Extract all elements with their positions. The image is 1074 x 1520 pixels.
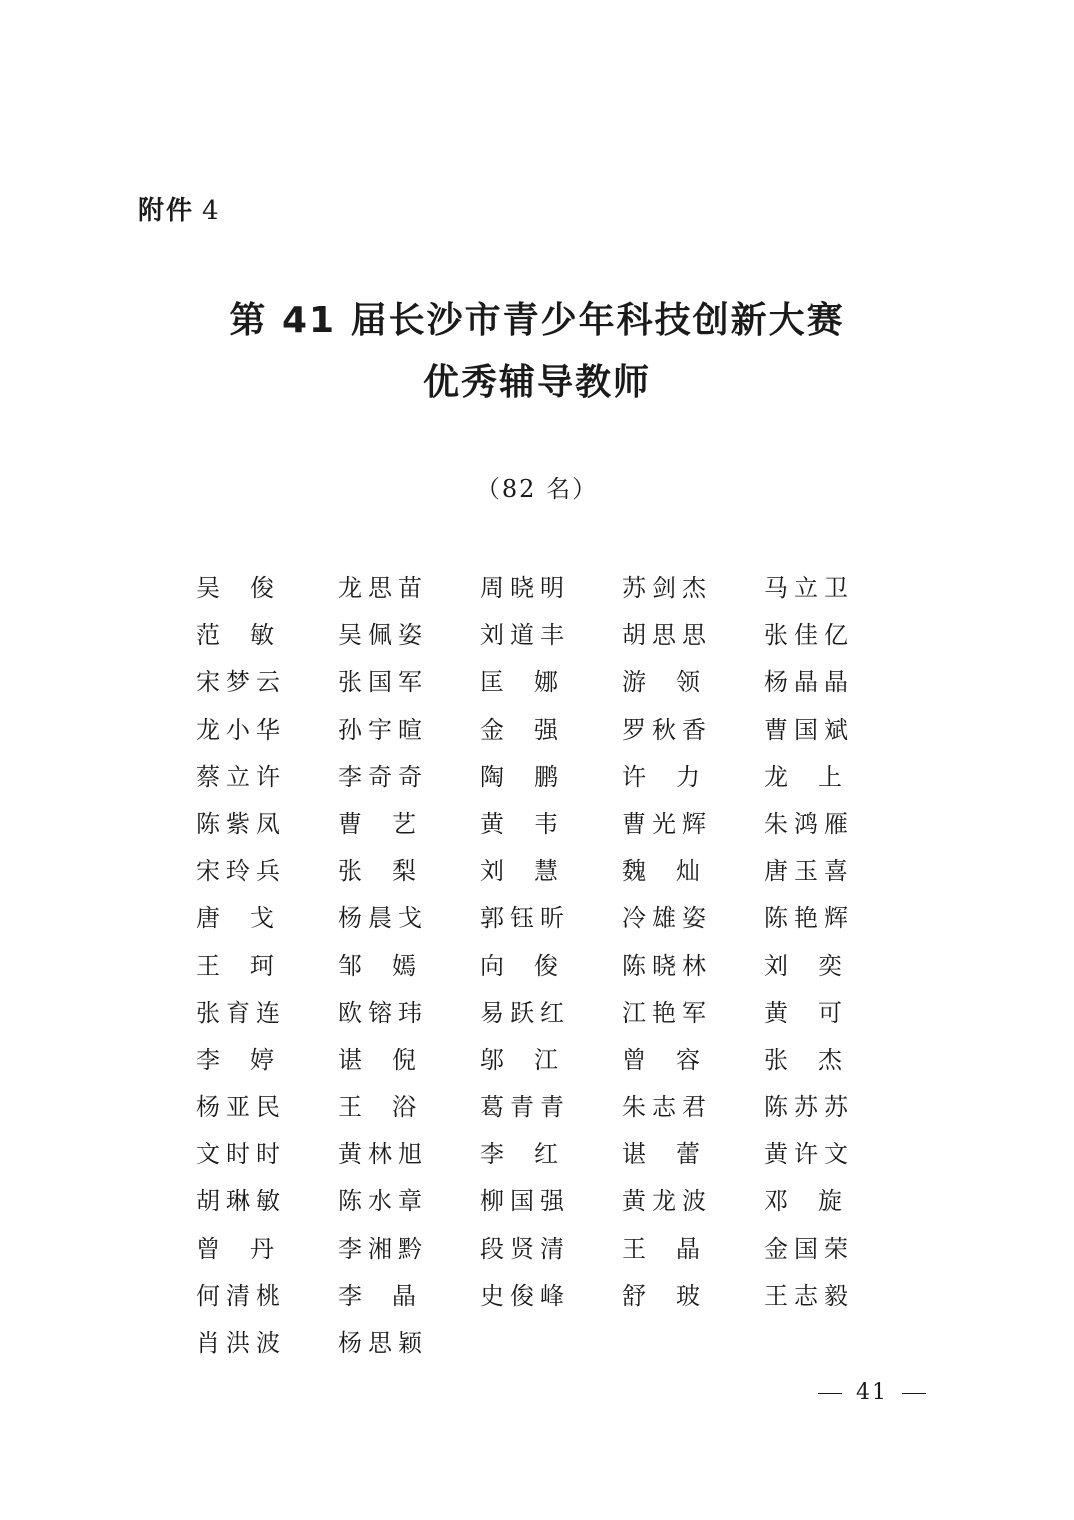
teacher-count: （82 名）	[475, 475, 599, 503]
teacher-name: 段贤清	[480, 1234, 570, 1263]
teacher-name: 龙上	[764, 762, 872, 791]
teacher-name: 金强	[480, 715, 588, 744]
teacher-name: 文时时	[196, 1140, 286, 1169]
teacher-name: 匡娜	[480, 668, 588, 697]
teacher-name: 柳国强	[480, 1187, 570, 1216]
teacher-name: 魏灿	[622, 857, 730, 886]
teacher-name: 罗秋香	[622, 715, 712, 744]
teacher-name: 杨晶晶	[764, 668, 854, 697]
page-number-dash-left	[818, 1393, 842, 1394]
teacher-name: 周晓明	[480, 574, 570, 602]
teacher-name: 朱鸿雁	[764, 809, 854, 838]
teacher-name: 李婷	[196, 1045, 304, 1074]
teacher-name: 张梨	[338, 857, 446, 886]
teacher-name: 范敏	[196, 621, 304, 650]
teacher-name: 龙小华	[196, 715, 286, 744]
teacher-name: 黄许文	[764, 1140, 854, 1169]
page-title-line-2: 优秀辅导教师	[422, 362, 651, 403]
teacher-name-list	[196, 568, 906, 1370]
teacher-name: 杨亚民	[196, 1093, 286, 1122]
attachment-number: 4	[202, 196, 221, 226]
teacher-name: 曹艺	[338, 809, 446, 838]
teacher-name: 邹嫣	[338, 951, 446, 980]
teacher-name: 李湘黔	[338, 1234, 428, 1263]
teacher-name: 邬江	[480, 1045, 588, 1074]
teacher-name: 谌倪	[338, 1045, 446, 1074]
teacher-name: 王晶	[622, 1234, 730, 1263]
teacher-name: 张育连	[196, 998, 286, 1027]
teacher-name: 何清桃	[196, 1281, 286, 1310]
teacher-name: 金国荣	[764, 1234, 854, 1263]
teacher-name: 王志毅	[764, 1281, 854, 1310]
page-number-dash-right	[902, 1393, 926, 1394]
teacher-name: 向俊	[480, 951, 588, 980]
teacher-name: 陈艳辉	[764, 904, 854, 933]
attachment-label-text: 附件	[138, 196, 195, 226]
teacher-name: 黄林旭	[338, 1140, 428, 1169]
teacher-name: 李奇奇	[338, 762, 428, 791]
teacher-name: 史俊峰	[480, 1281, 570, 1310]
teacher-name: 李红	[480, 1140, 588, 1169]
teacher-name: 唐戈	[196, 904, 304, 933]
teacher-name: 黄韦	[480, 809, 588, 838]
teacher-name: 王珂	[196, 951, 304, 980]
teacher-name: 冷雄姿	[622, 904, 712, 933]
teacher-name: 郭钰昕	[480, 904, 570, 933]
teacher-name: 葛青青	[480, 1093, 570, 1122]
teacher-name: 黄可	[764, 998, 872, 1027]
teacher-name: 苏剑杰	[622, 574, 712, 602]
teacher-name: 肖洪波	[196, 1329, 286, 1357]
teacher-name: 刘道丰	[480, 621, 570, 650]
page-number	[818, 1380, 926, 1405]
page-title-line-1: 第 41 届长沙市青少年科技创新大赛	[229, 300, 845, 341]
teacher-name: 张佳亿	[764, 621, 854, 650]
teacher-name: 曹国斌	[764, 715, 854, 744]
teacher-name: 张国军	[338, 668, 428, 697]
teacher-name: 陶鹏	[480, 762, 588, 791]
teacher-name: 刘奕	[764, 951, 872, 980]
teacher-name: 王浴	[338, 1093, 446, 1122]
teacher-name: 杨晨戈	[338, 904, 428, 933]
teacher-name: 陈水章	[338, 1187, 428, 1216]
page-number-value: 41	[856, 1380, 888, 1405]
teacher-name: 谌蕾	[622, 1140, 730, 1169]
teacher-name: 马立卫	[764, 574, 854, 602]
teacher-name: 唐玉喜	[764, 857, 854, 886]
teacher-name: 胡琳敏	[196, 1187, 286, 1216]
teacher-name: 胡思思	[622, 621, 712, 650]
teacher-name: 许力	[622, 762, 730, 791]
teacher-name: 江艳军	[622, 998, 712, 1027]
teacher-name: 易跃红	[480, 998, 570, 1027]
teacher-name: 欧镕玮	[338, 998, 428, 1027]
teacher-name: 吴佩姿	[338, 621, 428, 650]
teacher-name: 刘慧	[480, 857, 588, 886]
teacher-name: 宋梦云	[196, 668, 286, 697]
teacher-name: 孙宇暄	[338, 715, 428, 744]
teacher-name: 游领	[622, 668, 730, 697]
teacher-name: 陈紫凤	[196, 809, 286, 838]
teacher-name: 邓旋	[764, 1187, 872, 1216]
teacher-name: 宋玲兵	[196, 857, 286, 886]
teacher-name: 陈晓林	[622, 951, 712, 980]
teacher-name: 舒玻	[622, 1281, 730, 1310]
teacher-name: 龙思苗	[338, 574, 428, 602]
teacher-name: 杨思颖	[338, 1329, 428, 1357]
teacher-name: 曾容	[622, 1045, 730, 1074]
teacher-name: 张杰	[764, 1045, 872, 1074]
teacher-name: 曹光辉	[622, 809, 712, 838]
teacher-name: 吴俊	[196, 574, 304, 602]
teacher-name: 黄龙波	[622, 1187, 712, 1216]
teacher-name: 陈苏苏	[764, 1093, 854, 1122]
teacher-name: 朱志君	[622, 1093, 712, 1122]
teacher-name: 曾丹	[196, 1234, 304, 1263]
teacher-name: 李晶	[338, 1281, 446, 1310]
teacher-name: 蔡立许	[196, 762, 286, 791]
attachment-label	[138, 190, 221, 227]
